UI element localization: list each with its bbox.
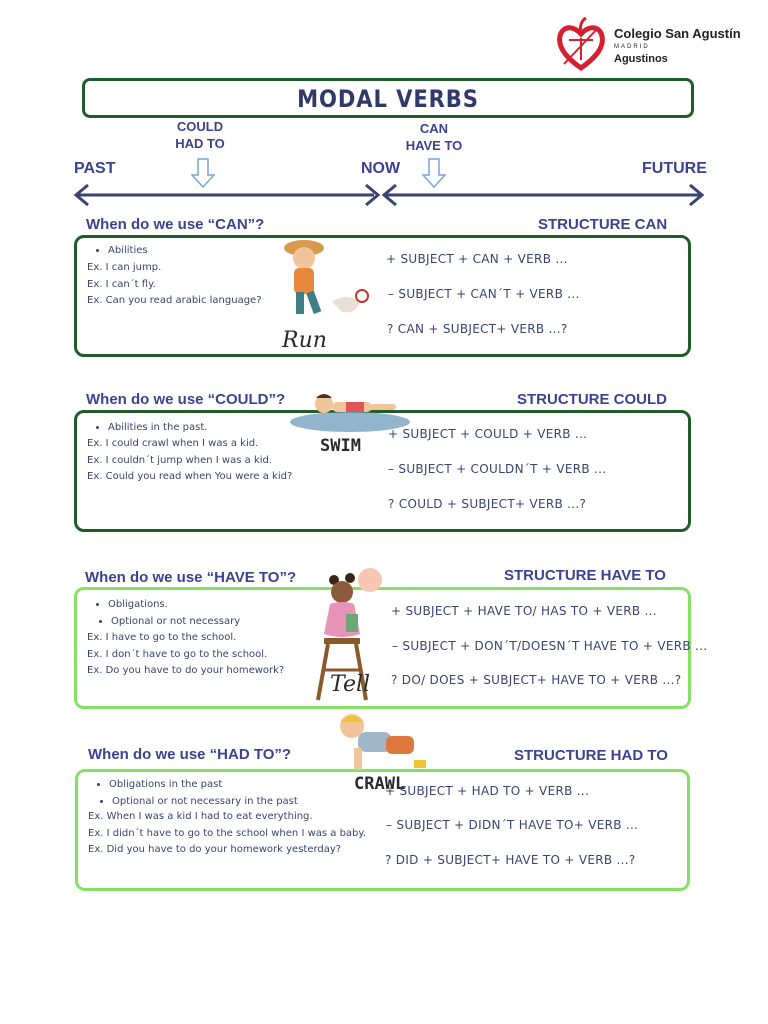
- section-had-to-structure-title: STRUCTURE HAD TO: [514, 747, 668, 764]
- section-have-to-examples: [87, 630, 284, 680]
- list-item: Ex. Do you have to do your homework?: [87, 665, 285, 676]
- illustration-word-tell: Tell: [330, 672, 371, 697]
- title-box: [82, 78, 694, 118]
- section-can-formula-negative: – SUBJECT + CAN´T + VERB ...: [388, 287, 580, 301]
- list-item: Ex. Can you read arabic language?: [87, 295, 262, 306]
- section-have-to-formula-negative: – SUBJECT + DON´T/DOESN´T HAVE TO + VERB ...: [392, 639, 708, 653]
- past-modal-had-to: HAD TO: [175, 136, 225, 151]
- section-have-to-formula-question: ? DO/ DOES + SUBJECT+ HAVE TO + VERB ...?: [391, 673, 682, 687]
- illustration-word-swim: SWIM: [320, 436, 361, 456]
- heart-logo-icon: [556, 16, 606, 72]
- list-item: • Abilities: [108, 243, 148, 260]
- section-could-formula-question: ? COULD + SUBJECT+ VERB ...?: [388, 497, 587, 511]
- list-item: • Abilities in the past.: [108, 420, 207, 437]
- timeline-arrow: [70, 180, 710, 210]
- past-modals-label: [160, 118, 240, 152]
- logo-line-2: MADRID: [614, 44, 650, 50]
- school-logo: [556, 16, 746, 72]
- list-item: Ex. Did you have to do your homework yesterday?: [88, 844, 342, 855]
- timeline-past: PAST: [74, 160, 116, 177]
- section-have-to-question: When do we use “HAVE TO”?: [85, 569, 297, 586]
- list-item: • Optional or not necessary: [111, 614, 240, 631]
- crawling-baby-illustration: [334, 712, 430, 776]
- section-can-formula-question: ? CAN + SUBJECT+ VERB ...?: [387, 322, 568, 336]
- section-have-to-formula-positive: + SUBJECT + HAVE TO/ HAS TO + VERB ...: [391, 604, 657, 618]
- section-could-examples: [87, 436, 292, 486]
- section-can-bullets: [86, 243, 148, 260]
- section-had-to-formula-question: ? DID + SUBJECT+ HAVE TO + VERB ...?: [385, 853, 636, 867]
- section-had-to-bullets: [87, 777, 298, 810]
- page-title: MODAL VERBS: [297, 85, 479, 113]
- list-item: Ex. I have to go to the school.: [87, 632, 237, 643]
- section-can-formula-positive: + SUBJECT + CAN + VERB ...: [386, 252, 568, 266]
- section-could-structure-title: STRUCTURE COULD: [517, 391, 667, 408]
- section-can-question: When do we use “CAN”?: [86, 216, 265, 233]
- section-can-examples: [87, 260, 262, 310]
- section-could-formula-negative: – SUBJECT + COULDN´T + VERB ...: [388, 462, 607, 476]
- present-modals-label: [394, 120, 474, 154]
- section-had-to-formula-positive: + SUBJECT + HAD TO + VERB ...: [385, 784, 590, 798]
- list-item: Ex. I could crawl when I was a kid.: [87, 438, 259, 449]
- present-modal-have-to: HAVE TO: [405, 138, 463, 153]
- section-have-to-structure-title: STRUCTURE HAVE TO: [504, 567, 666, 584]
- list-item: • Optional or not necessary in the past: [112, 794, 298, 811]
- list-item: • Obligations in the past: [109, 777, 298, 794]
- illustration-word-crawl: CRAWL: [354, 774, 406, 794]
- list-item: Ex. I can jump.: [87, 262, 162, 273]
- child-running-with-dog-illustration: [262, 236, 372, 336]
- logo-line-1: Colegio San Agustín: [614, 26, 741, 41]
- list-item: Ex. I don´t have to go to the school.: [87, 648, 268, 660]
- illustration-word-run: Run: [282, 328, 327, 353]
- section-can-structure-title: STRUCTURE CAN: [538, 216, 668, 233]
- section-could-formula-positive: + SUBJECT + COULD + VERB ...: [388, 427, 588, 441]
- section-had-to-examples: [88, 809, 366, 859]
- section-had-to-formula-negative: – SUBJECT + DIDN´T HAVE TO+ VERB ...: [386, 818, 639, 832]
- section-could-question: When do we use “COULD”?: [86, 391, 286, 408]
- timeline-now: NOW: [361, 160, 401, 177]
- past-modal-could: COULD: [176, 119, 224, 134]
- list-item: Ex. I couldn´t jump when I was a kid.: [87, 454, 273, 466]
- list-item: Ex. Could you read when You were a kid?: [87, 471, 293, 482]
- section-had-to-question: When do we use “HAD TO”?: [88, 746, 292, 763]
- list-item: • Obligations.: [108, 597, 240, 614]
- logo-line-3: Agustinos: [614, 53, 668, 65]
- section-could-bullets: [86, 420, 207, 437]
- list-item: Ex. I didn´t have to go to the school when I was a baby.: [88, 827, 367, 839]
- list-item: Ex. I can´t fly.: [87, 278, 156, 290]
- list-item: Ex. When I was a kid I had to eat everything.: [88, 811, 313, 822]
- timeline-future: FUTURE: [642, 160, 707, 177]
- section-have-to-bullets: [86, 597, 240, 630]
- present-modal-can: CAN: [419, 121, 449, 136]
